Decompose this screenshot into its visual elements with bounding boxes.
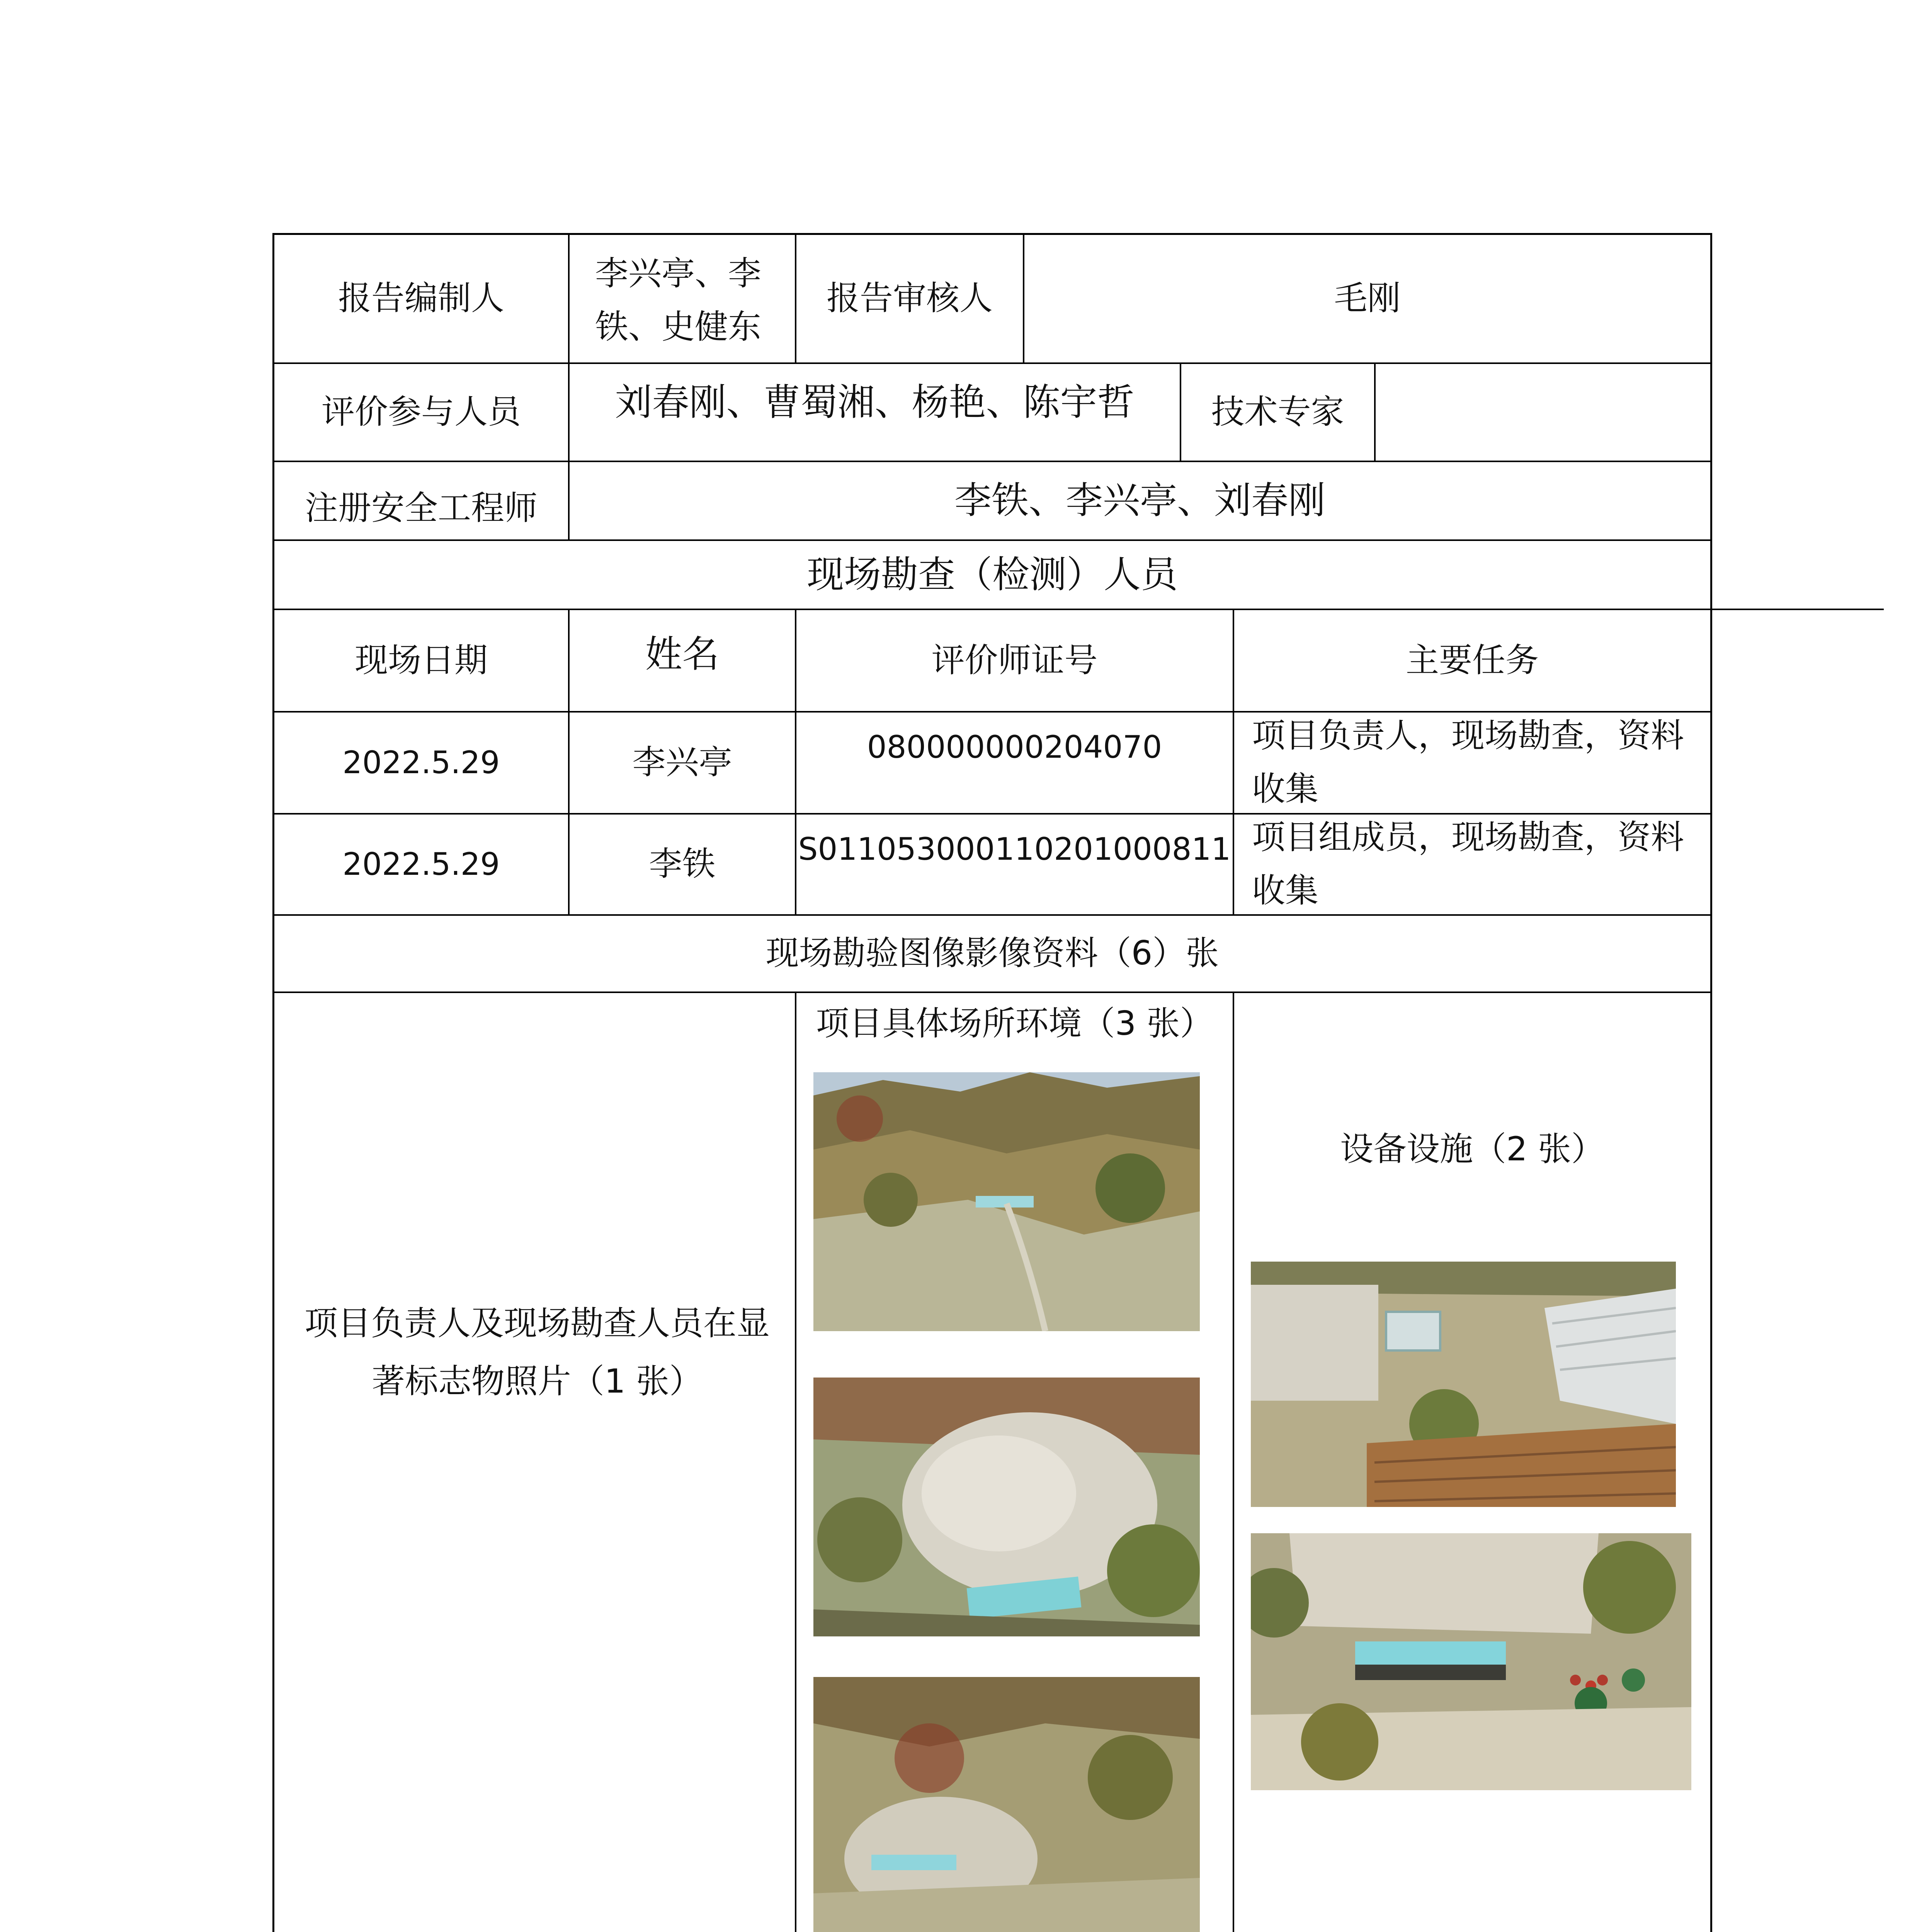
image-section-title: 现场勘验图像影像资料（6）张 [765,934,1219,973]
value-report-reviewer: 毛刚 [1334,279,1401,318]
value-tech-expert [1376,364,1710,461]
value-evaluation-participants: 刘春刚、曹蜀湘、杨艳、陈宇哲 [615,381,1135,424]
header-task: 主要任务 [1406,641,1539,680]
survey-row-2-name: 李铁 [649,845,716,884]
col-sep [568,233,570,364]
equipment-photo-1 [1251,1262,1676,1507]
environment-photo-3 [813,1677,1200,1932]
equipment-photos-label: 设备设施（2 张） [1340,1130,1605,1169]
survey-row-1-date: 2022.5.29 [342,745,500,781]
responsible-photo-label: 项目负责人及现场勘查人员在显著标志物照片（1 张） [304,1304,770,1401]
survey-row-2-cert: S011053000110201000811 [798,831,1231,867]
row-sep [272,992,1712,993]
header-date: 现场日期 [355,641,488,680]
environment-photo-1 [813,1072,1200,1331]
header-name: 姓名 [645,633,720,676]
header-cert: 评价师证号 [931,641,1098,680]
survey-row-1-name: 李兴亭 [632,743,732,782]
site-survey-title: 现场勘查（检测）人员 [807,553,1178,596]
survey-row-1-task: 项目负责人，现场勘查，资料收集 [1252,716,1684,808]
label-evaluation-participants: 评价参与人员 [321,393,521,432]
value-reg-safety-engineer: 李铁、李兴亭、刘春刚 [954,479,1325,522]
equipment-photo-2 [1251,1533,1691,1790]
table-border-right [1710,233,1712,1932]
environment-photos-label: 项目具体场所环境（3 张） [816,1004,1213,1043]
survey-row-2-date: 2022.5.29 [342,846,500,882]
value-report-author: 李兴亭、李铁、史健东 [595,254,761,346]
label-report-author: 报告编制人 [338,279,504,318]
survey-row-2-task: 项目组成员，现场勘查，资料收集 [1252,818,1684,910]
col-sep [795,992,796,1932]
environment-photo-2 [813,1378,1200,1636]
label-reg-safety-engineer: 注册安全工程师 [305,489,538,528]
label-tech-expert: 技术专家 [1211,393,1344,432]
survey-row-1-cert: 080000000204070 [867,729,1162,765]
label-report-reviewer: 报告审核人 [827,279,993,318]
